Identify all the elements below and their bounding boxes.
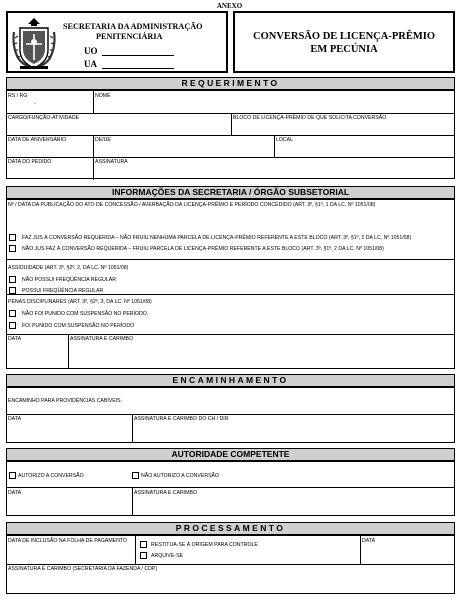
arquive-checkbox[interactable] (140, 552, 147, 559)
header-left-box (6, 11, 228, 73)
publicacao-field[interactable]: Nº / DATA DA PUBLICAÇÃO DO ATO DE CONCESSÃO / AVERBAÇÃO DA LICENÇA-PRÊMIO E PERÍODO CONCEDIDO (ART. 3º, §1º, 1 DA LC. Nº 1051/08) (8, 202, 376, 208)
section-requerimento-title: REQUERIMENTO (6, 77, 455, 90)
assiduidade-label: ASSIDUIDADE (ART. 3º, §2º, 2, DA LC. Nº 1051/08) (8, 265, 129, 271)
informacoes-body (6, 199, 455, 369)
assinatura-field[interactable]: ASSINATURA (95, 159, 128, 165)
annex-label: ANEXO (216, 2, 243, 10)
data-aniversario-field[interactable]: DATA DE ANIVERSÁRIO (8, 137, 67, 143)
foi-punido-checkbox[interactable] (9, 322, 16, 329)
faz-jus-label: FAZ JUS À CONVERSÃO REQUERIDA – NÃO FRUIU NENHUMA PARCELA DE LICENÇA-PRÊMIO REFERENTE A ESTE BLOCO (ART. 3º, §1º, 2 DA LC. Nº 1051/08) (22, 235, 412, 241)
section-encaminhamento-title: ENCAMINHAMENTO (6, 374, 455, 387)
processamento-data-field[interactable]: DATA (362, 538, 376, 544)
penas-label: PENAS DISCIPLINARES (ART. 3º, §2º, 3, DA LC. Nº 1051/08) (8, 299, 152, 305)
encaminhamento-body (6, 387, 455, 443)
faz-jus-checkbox[interactable] (9, 234, 16, 241)
autoridade-body (6, 461, 455, 516)
nao-foi-punido-checkbox[interactable] (9, 310, 16, 317)
possui-label: POSSUI FREQÜÊNCIA REGULAR (22, 288, 104, 294)
de-ue-field[interactable]: DE/UE (95, 137, 111, 143)
nao-autorizo-checkbox[interactable] (132, 472, 139, 479)
section-autoridade-title: AUTORIDADE COMPETENTE (6, 448, 455, 461)
org-line-2: PENITENCIÁRIA (96, 32, 163, 41)
nao-possui-label: NÃO POSSUI FREQÜÊNCIA REGULAR (22, 277, 116, 283)
section-processamento-title: PROCESSAMENTO (6, 522, 455, 535)
encaminhamento-assinatura-field[interactable]: ASSINATURA E CARIMBO DO CH / DIR (134, 416, 229, 422)
informacoes-assinatura-field[interactable]: ASSINATURA E CARIMBO (70, 336, 134, 342)
nao-faz-jus-checkbox[interactable] (9, 245, 16, 252)
form-title-line-1: CONVERSÃO DE LICENÇA-PRÊMIO (252, 31, 435, 42)
bloco-field[interactable]: BLOCO DE LICENÇA-PRÊMIO DE QUE SOLICITA CONVERSÃO (233, 115, 387, 121)
requerimento-body (6, 90, 455, 179)
uo-label: UO (84, 46, 98, 56)
arquive-label: ARQUIVE-SE (151, 553, 183, 559)
uo-field-line[interactable] (102, 55, 174, 56)
autoridade-data-field[interactable]: DATA (8, 490, 22, 496)
cargo-field[interactable]: CARGO/FUNÇÃO-ATIVIDADE (8, 115, 80, 121)
nao-possui-checkbox[interactable] (9, 276, 16, 283)
informacoes-data-field[interactable]: DATA (8, 336, 22, 342)
header-title-box (233, 11, 455, 73)
encaminhamento-data-field[interactable]: DATA (8, 416, 22, 422)
form-title-line-2: EM PECÚNIA (310, 44, 378, 55)
coat-of-arms-icon (10, 16, 58, 70)
restitua-label: RESTITUA-SE À ORIGEM PARA CONTROLE (151, 542, 258, 548)
nao-autorizo-label: NÃO AUTORIZO A CONVERSÃO (141, 473, 220, 479)
local-field[interactable]: LOCAL (276, 137, 294, 143)
autorizo-label: AUTORIZO A CONVERSÃO (18, 473, 84, 479)
rs-rg-dash: - (34, 101, 36, 107)
section-informacoes-title: INFORMAÇÕES DA SECRETARIA / ÓRGÃO SUBSETORIAL (6, 186, 455, 199)
ua-field-line[interactable] (102, 68, 174, 69)
data-inclusao-field[interactable]: DATA DE INCLUSÃO NA FOLHA DE PAGAMENTO (8, 538, 127, 544)
ua-label: UA (84, 59, 97, 69)
encaminho-text: ENCAMINHO PARA PROVIDÊNCIAS CABÍVEIS. (8, 398, 123, 404)
nome-field[interactable]: NOME (95, 93, 111, 99)
org-line-1: SECRETARIA DA ADMINISTRAÇÃO (63, 22, 203, 31)
nao-foi-punido-label: NÃO FOI PUNIDO COM SUSPENSÃO NO PERÍODO. (22, 311, 149, 317)
autoridade-assinatura-field[interactable]: ASSINATURA E CARIMBO (134, 490, 198, 496)
restitua-checkbox[interactable] (140, 541, 147, 548)
processamento-assinatura-field[interactable]: ASSINATURA E CARIMBO (SECRETARIA DA FAZENDA / CDP) (8, 566, 158, 572)
rs-rg-field[interactable]: RS / RG (8, 93, 28, 99)
data-pedido-field[interactable]: DATA DO PEDIDO (8, 159, 52, 165)
nao-faz-jus-label: NÃO JUS FAZ À CONVERSÃO REQUERIDA – FRUIU PARCELA DE LICENÇA-PRÊMIO REFERENTE A ESTE BLOCO (ART. 3º, §1º, 2 DA LC. Nº 1051/08) (22, 246, 384, 252)
autorizo-checkbox[interactable] (9, 472, 16, 479)
possui-checkbox[interactable] (9, 287, 16, 294)
foi-punido-label: FOI PUNIDO COM SUSPENSÃO NO PERÍODO (22, 323, 135, 329)
